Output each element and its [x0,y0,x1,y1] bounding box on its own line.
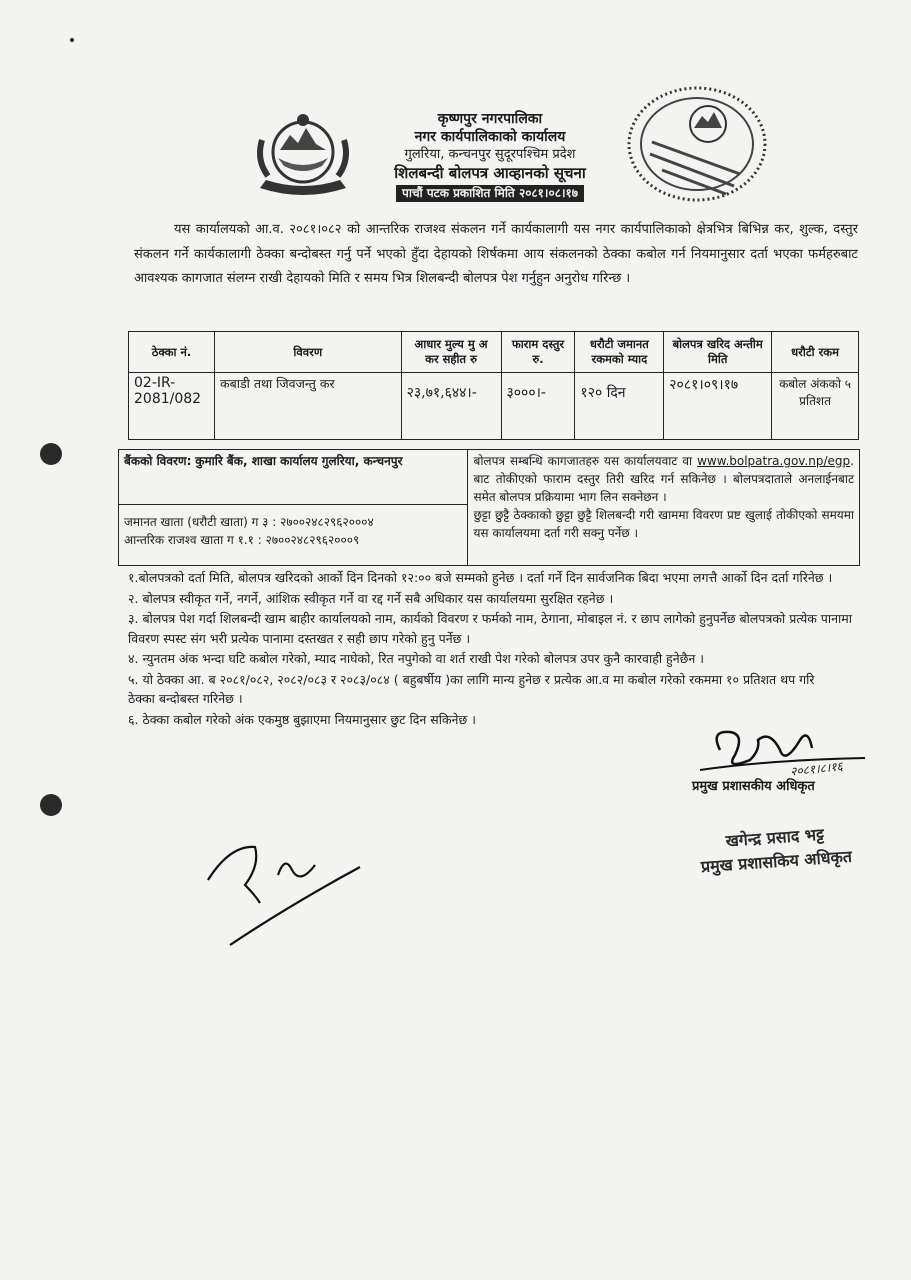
doc-info-text-2: . बाट तोकीएको फाराम दस्तुर तिरी खरिद गर्न सकिनेछ । बोलपत्रदाताले अनलाईनबाट समेत बोलपत्र प्रक्रियामा भाग लिन सक्नेछन । [473,454,854,504]
office-address: गुलरिया, कन्चनपुर सुदूरपश्चिम प्रदेश [404,147,576,162]
list-item: १.बोलपत्रको दर्ता मिति, बोलपत्र खरिदको आर्को दिन दिनको १२:०० बजे सम्मको हुनेछ । दर्ता गर्ने दिन सार्वजनिक बिदा भएमा लगत्तै आर्को दिन दर्ता गरिनेछ । [128,570,833,585]
notice-title: शिलबन्दी बोलपत्र आव्हानको सूचना [394,164,586,182]
officer-name: खगेन्द्र प्रसाद भट्ट [725,824,825,851]
cell-contract-no: 02-IR-2081/082 [129,373,215,440]
handwritten-initial [200,825,370,959]
punch-hole-bottom [40,794,62,816]
col-deposit-amount: धरौटी रकम [772,332,859,373]
cell-description: कबाडी तथा जिवजन्तु कर [214,373,401,440]
signature-date: २०८१।८।१६ [789,759,844,779]
submission-info-text: छुट्टा छुट्टै ठेक्काको छुट्टा छुट्टै शिलबन्दी गरी खाममा विवरण प्रष्ट खुलाई तोकीएको समयमा यस कार्यालयमा दर्ता गरी सक्नु पर्नेछ । [473,508,854,540]
cell-deposit-validity: १२० दिन [575,373,664,440]
list-item: ४. न्युनतम अंक भन्दा घटि कबोल गरेको, म्याद नाघेको, रित नपुगेको वा शर्त राखी पेश गरेको बोलपत्र उपर कुनै कारवाही हुनेछैन । [128,651,705,666]
office-seal-stamp [622,82,772,212]
municipality-name: कृष्णपुर नगरपालिका [437,111,543,127]
signatory-role: प्रमुख प्रशासकीय अधिकृत [692,779,815,794]
officer-title: प्रमुख प्रशासकिय अधिकृत [700,846,853,877]
col-contract-no: ठेक्का नं. [129,332,215,373]
list-item: ३. बोलपत्र पेश गर्दा शिलबन्दी खाम बाहीर कार्यालयको नाम, कार्यको विवरण र फर्मको नाम, ठेगाना, मोबाइल नं. र छाप लागेको हुनुपर्नेछ बोलपत्रको प्रत्येक पानामा विवरण स्पस्ट संग भरी प्रत्येक पानामा दस्तखत र सही छाप गरेको हुनु पर्नेछ । [128,611,852,646]
col-last-date: बोलपत्र खरिद अन्तीम मिति [664,332,772,373]
punch-hole-top [40,443,62,465]
col-base-price: आधार मुल्य मु अ कर सहीत रु [401,332,501,373]
document-info-cell [468,450,860,566]
nepal-emblem-logo [250,110,356,202]
col-form-fee: फाराम दस्तुर रु. [501,332,575,373]
doc-info-text: बोलपत्र सम्बन्धि कागजातहरु यस कार्यालयवाट वा [473,454,693,468]
terms-list [128,568,864,730]
bank-name-cell [119,450,468,505]
bank-details-table [118,449,860,566]
bank-name: कुमारि बैंक, शाखा कार्यालय गुलरिया, कन्चनपुर [195,454,403,468]
intro-paragraph: यस कार्यालयको आ.व. २०८१।०८२ को आन्तरिक राजश्व संकलन गर्ने कार्यकालागी यस नगर कार्यपालिकाको क्षेत्रभित्र बिभिन्न कर, शुल्क, दस्तुर संकलन गर्ने कार्यकालागी ठेक्का बन्दोबस्त गर्नु पर्ने भएको हुँदा देहायको शिर्षकमा आय संकलनको ठेक्का कबोल गर्न नियमानुसार दर्ता भएका फर्महरुबाट आवश्यक कागजात संलग्न राखी देहायको मिति र समय भित्र शिलबन्दी बोलपत्र पेश गर्नुहुन अनुरोध गरिन्छ । [134,222,858,286]
officer-signature [690,720,870,784]
list-item: २. बोलपत्र स्वीकृत गर्ने, नगर्ने, आंशिक स्वीकृत गर्ने वा रद्द गर्ने सबै अधिकार यस कार्यालयमा सुरक्षित रहनेछ । [128,590,614,606]
col-description: विवरण [214,332,401,373]
cell-last-date: २०८१।०९।१७ [664,373,772,440]
list-item: ५. यो ठेक्का आ. ब २०८१/०८२, २०८२/०८३ र २०८३/०८४ ( बहुबर्षीय )का लागि मान्य हुनेछ र प्रत्येक आ.व मा कबोल गरेको रकममा १० प्रतिशत थप गरि ठेक्का बन्दोबस्त गरिनेछ । [128,671,815,706]
letterhead [360,110,620,202]
account-numbers-cell [119,505,468,566]
revenue-account: आन्तरिक राजश्व खाता ग १.१ : २७००२४८२९६२०००९ [124,533,360,547]
tender-table [128,331,859,440]
officer-name-stamp [699,821,853,879]
office-name: नगर कार्यपालिकाको कार्यालय [414,129,566,145]
table-header-row [129,332,859,373]
col-deposit-validity: धरौटी जमानत रकमको म्याद [575,332,664,373]
cell-deposit-amount: कबोल अंकको ५ प्रतिशत [772,373,859,440]
cell-base-price: २३,७१,६४४।- [401,373,501,440]
publication-date: पाचौं पटक प्रकाशित मिति २०८१।०८।१७ [396,185,584,202]
table-row [129,373,859,440]
speck [70,38,74,42]
egp-link[interactable]: www.bolpatra.gov.np/egp [697,454,851,468]
bank-label: बैंकको विवरण: [124,454,192,468]
deposit-account: जमानत खाता (धरौटी खाता) ग ३ : २७००२४८२९६२०००४ [124,515,374,529]
list-item: ६. ठेक्का कबोल गरेको अंक एकमुष्ठ बुझाएमा नियमानुसार छुट दिन सकिनेछ । [128,711,476,727]
cell-form-fee: ३०००।- [501,373,575,440]
